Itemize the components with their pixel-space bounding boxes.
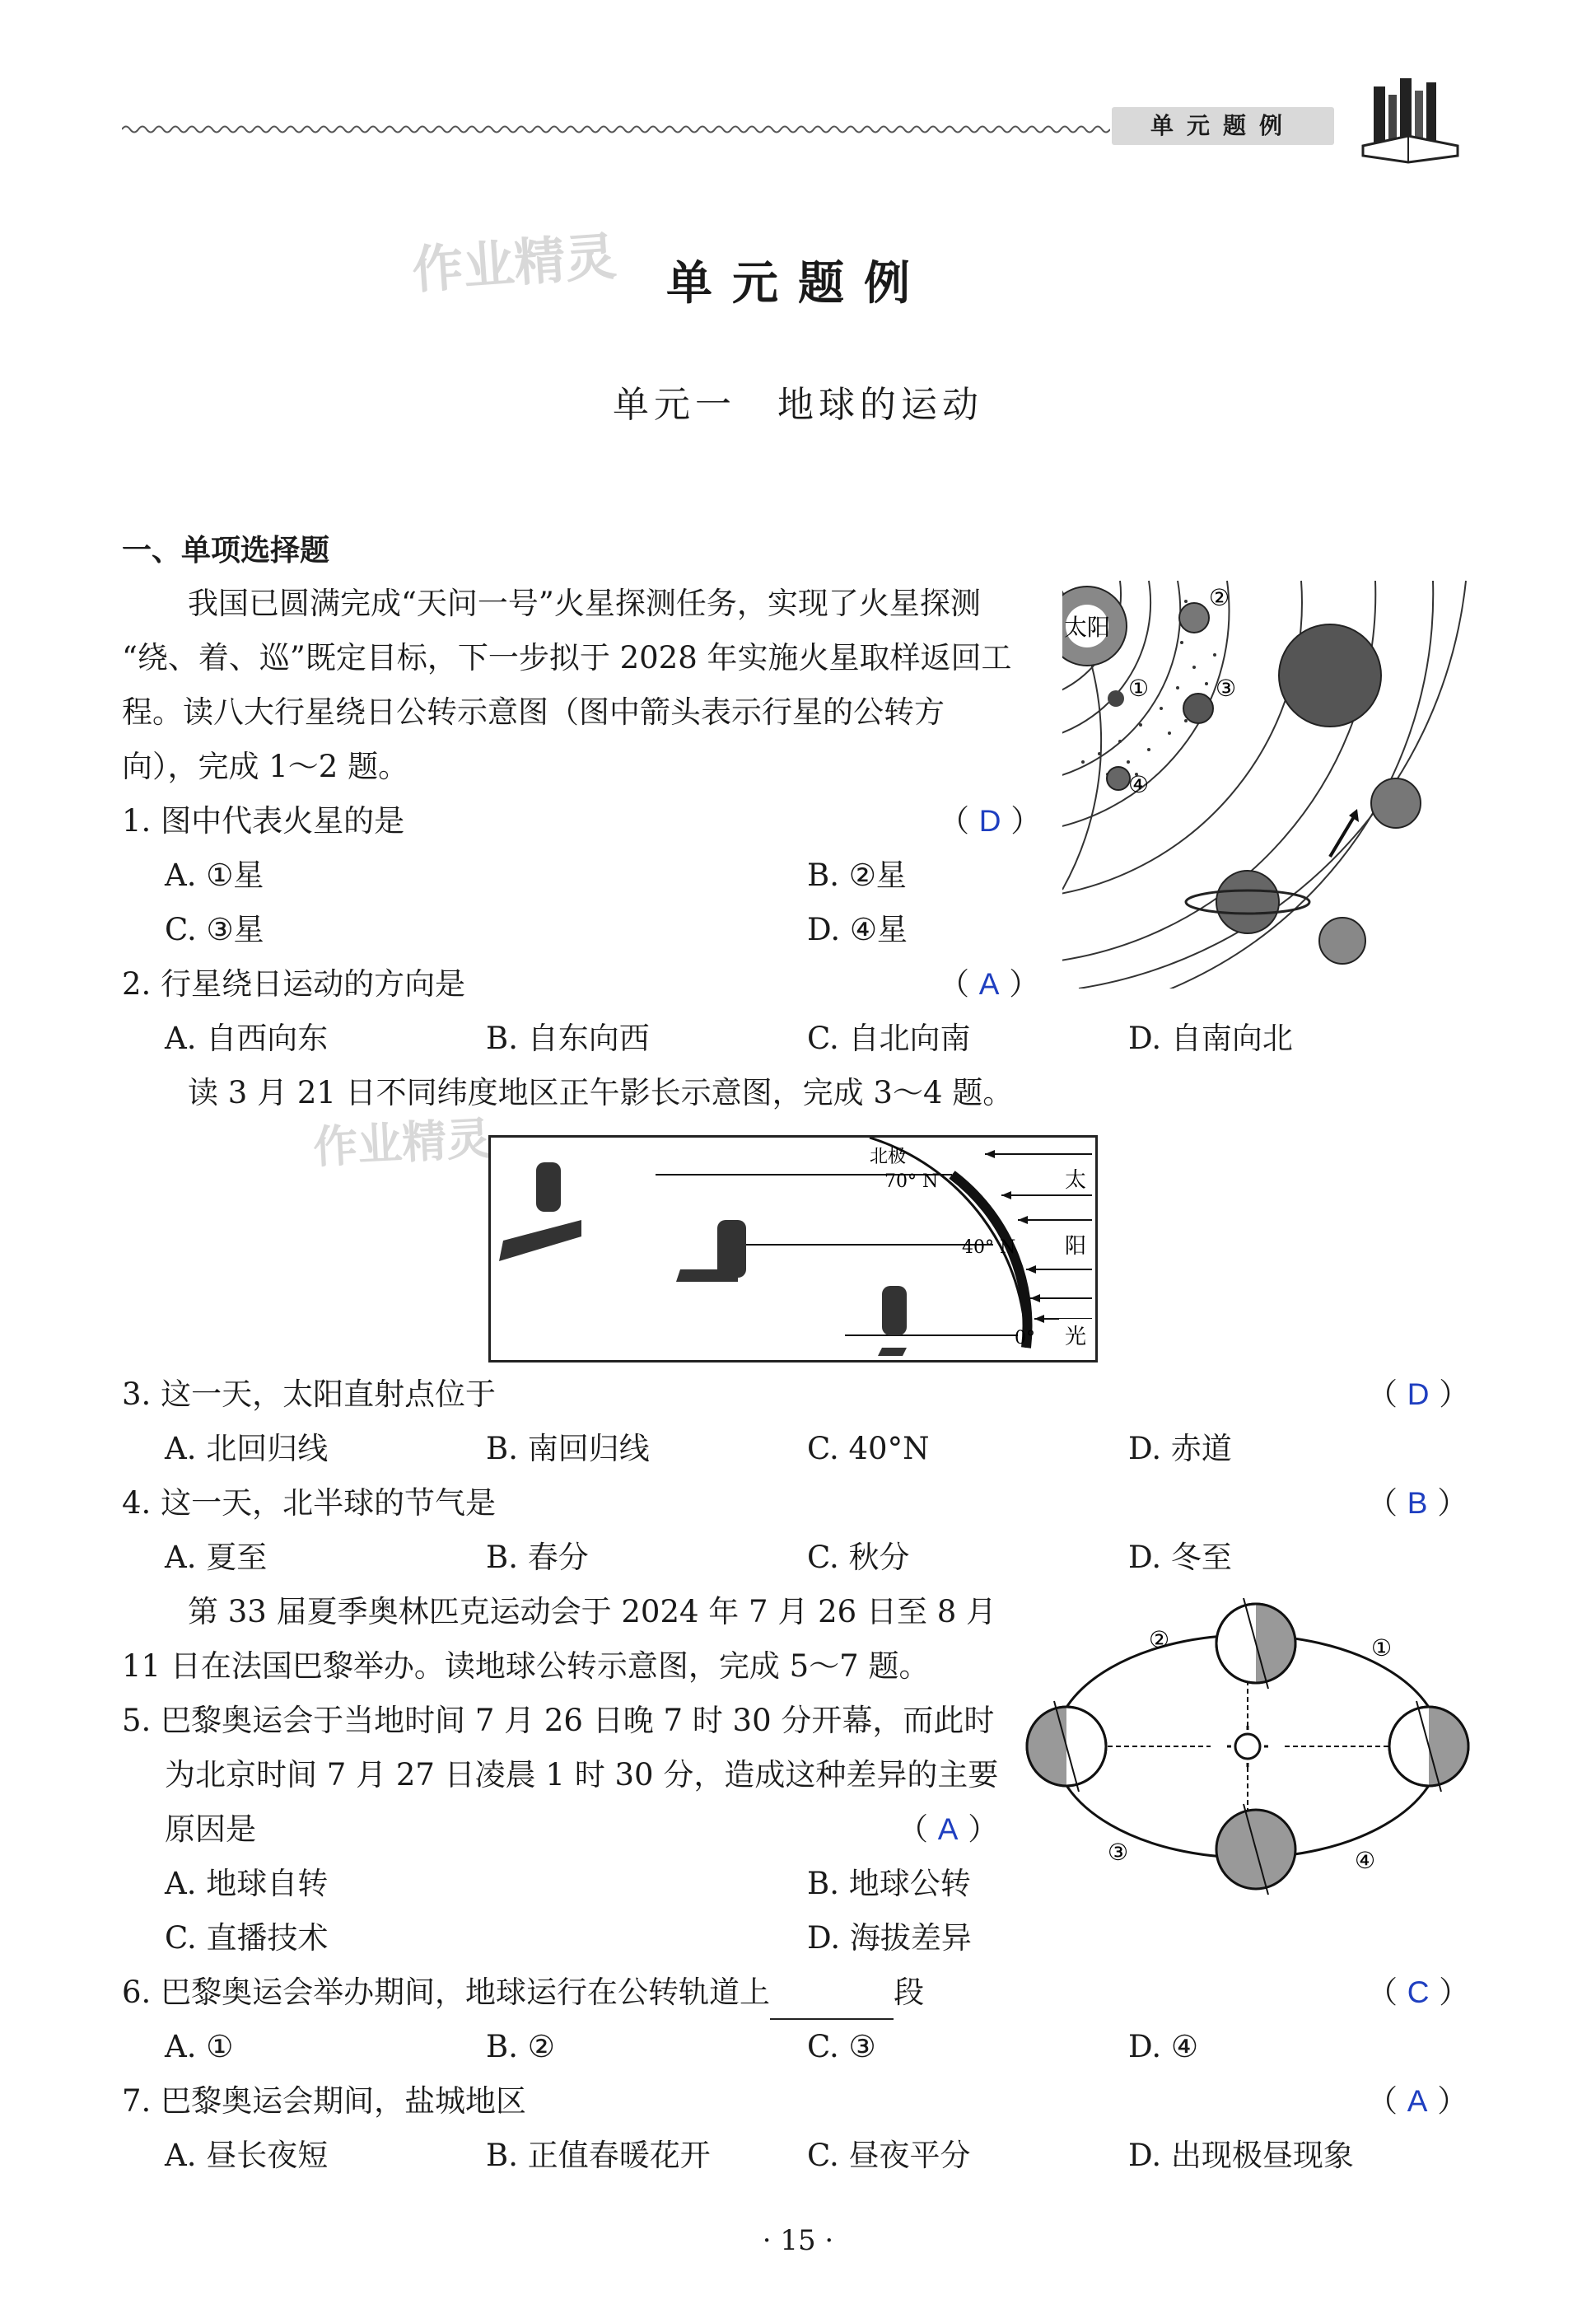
header-wavy-rule: [122, 124, 1110, 135]
q5-option-d[interactable]: D. 海拔差异: [807, 1920, 972, 1956]
section-heading: 一、单项选择题: [122, 534, 330, 568]
intro3-line1: 第 33 届夏季奥林匹克运动会于 2024 年 7 月 26 日至 8 月: [188, 1594, 997, 1629]
page-number: · 15 ·: [762, 2224, 834, 2257]
intro1-line1: 我国已圆满完成“天问一号”火星探测任务，实现了火星探测: [188, 586, 981, 621]
q6-stem: [122, 1965, 924, 2020]
q5-option-c[interactable]: C. 直播技术: [165, 1920, 329, 1956]
q7-answer-bracket: （ A ）: [1367, 2083, 1468, 2119]
intro1-line3: 程。读八大行星绕日公转示意图（图中箭头表示行星的公转方: [122, 694, 945, 730]
sun-label: 太阳: [1063, 614, 1111, 641]
q1-answer-bracket: （ D ）: [939, 803, 1042, 839]
planet-marker-3: ③: [1216, 675, 1237, 702]
q7-option-c[interactable]: C. 昼夜平分: [807, 2138, 971, 2173]
q6-blank: [770, 1985, 894, 2020]
q1-stem: 1. 图中代表火星的是: [122, 803, 405, 839]
q7-stem: 7. 巴黎奥运会期间，盐城地区: [122, 2083, 527, 2119]
lat0-label: 0°: [1015, 1328, 1035, 1348]
q1-option-c[interactable]: C. ③星: [165, 912, 264, 947]
intro3-line2: 11 日在法国巴黎举办。读地球公转示意图，完成 5～7 题。: [122, 1648, 930, 1684]
sun-char-1: 太: [1064, 1168, 1087, 1193]
q4-option-b[interactable]: B. 春分: [486, 1540, 589, 1575]
q5-option-a[interactable]: A. 地球自转: [165, 1866, 329, 1901]
q3-option-c[interactable]: C. 40°N: [807, 1431, 930, 1466]
q3-answer-bracket: （ D ）: [1367, 1377, 1470, 1412]
q2-option-a[interactable]: A. 自西向东: [165, 1021, 329, 1056]
q1-option-b[interactable]: B. ②星: [807, 858, 907, 893]
q5-answer: A: [937, 1812, 959, 1846]
shadow-length-figure: [488, 1135, 1098, 1362]
q6-answer: C: [1407, 1975, 1430, 2009]
q2-answer-bracket: （ A ）: [939, 966, 1040, 1002]
q7-option-d[interactable]: D. 出现极昼现象: [1128, 2138, 1354, 2173]
q1-option-a[interactable]: A. ①星: [165, 858, 264, 893]
page-title: 单元题例: [666, 256, 930, 311]
q1-answer: D: [978, 804, 1001, 838]
q2-answer: A: [978, 967, 1000, 1001]
watermark: 作业精灵: [410, 226, 618, 301]
q4-answer: B: [1407, 1486, 1428, 1520]
q4-option-a[interactable]: A. 夏至: [165, 1540, 268, 1575]
q5-line3: 原因是: [165, 1811, 256, 1847]
planet-marker-4: ④: [1128, 771, 1150, 798]
q3-stem: 3. 这一天，太阳直射点位于: [122, 1377, 497, 1412]
orbit-marker-4: ④: [1355, 1847, 1376, 1874]
intro1-line2: “绕、着、巡”既定目标，下一步拟于 2028 年实施火星取样返回工: [122, 640, 1012, 675]
q4-option-c[interactable]: C. 秋分: [807, 1540, 910, 1575]
q3-option-a[interactable]: A. 北回归线: [165, 1431, 329, 1466]
q5-option-b[interactable]: B. 地球公转: [807, 1866, 971, 1901]
q5-line1: 5. 巴黎奥运会于当地时间 7 月 26 日晚 7 时 30 分开幕，而此时: [122, 1703, 995, 1738]
q6-option-d[interactable]: D. ④: [1128, 2029, 1199, 2064]
q6-stem-before: 6. 巴黎奥运会举办期间，地球运行在公转轨道上: [122, 1975, 771, 2010]
q3-option-b[interactable]: B. 南回归线: [486, 1431, 650, 1466]
q4-option-d[interactable]: D. 冬至: [1128, 1540, 1232, 1575]
q7-answer: A: [1407, 2084, 1428, 2118]
lat40-label: 40° N: [962, 1237, 1016, 1258]
q6-answer-bracket: （ C ）: [1367, 1975, 1470, 2010]
unit-title: 单元一 地球的运动: [613, 384, 983, 426]
q6-option-b[interactable]: B. ②: [486, 2029, 555, 2064]
watermark: 作业精灵: [311, 1112, 492, 1174]
planet-marker-1: ①: [1128, 675, 1150, 702]
orbit-marker-3: ③: [1108, 1839, 1129, 1866]
orbit-marker-2: ②: [1149, 1626, 1170, 1653]
intro1-line4: 向），完成 1～2 题。: [122, 749, 409, 784]
q3-answer: D: [1407, 1377, 1430, 1411]
q1-option-d[interactable]: D. ④星: [807, 912, 908, 947]
north-pole-label: 北极: [870, 1147, 907, 1167]
planet-orbit-figure: [1062, 577, 1474, 989]
q5-line2: 为北京时间 7 月 27 日凌晨 1 时 30 分，造成这种差异的主要: [165, 1757, 999, 1793]
lat70-label: 70° N: [884, 1171, 939, 1192]
q2-option-b[interactable]: B. 自东向西: [486, 1021, 650, 1056]
q4-answer-bracket: （ B ）: [1367, 1485, 1468, 1521]
earth-orbit-figure: [1025, 1598, 1470, 1911]
sun-char-2: 阳: [1064, 1234, 1087, 1259]
q7-option-b[interactable]: B. 正值春暖花开: [486, 2138, 711, 2173]
q6-stem-after: 段: [894, 1975, 925, 2010]
q2-option-c[interactable]: C. 自北向南: [807, 1021, 971, 1056]
q6-option-c[interactable]: C. ③: [807, 2029, 876, 2064]
q2-option-d[interactable]: D. 自南向北: [1128, 1021, 1293, 1056]
books-icon: [1359, 70, 1466, 169]
q3-option-d[interactable]: D. 赤道: [1128, 1431, 1232, 1466]
q4-stem: 4. 这一天，北半球的节气是: [122, 1485, 497, 1521]
orbit-marker-1: ①: [1371, 1634, 1393, 1662]
intro2: 读 3 月 21 日不同纬度地区正午影长示意图，完成 3～4 题。: [188, 1075, 1014, 1110]
q7-option-a[interactable]: A. 昼长夜短: [165, 2138, 329, 2173]
q2-stem: 2. 行星绕日运动的方向是: [122, 966, 466, 1002]
q6-option-a[interactable]: A. ①: [165, 2029, 234, 2064]
header-section-tab: 单元题例: [1112, 107, 1334, 145]
planet-marker-2: ②: [1209, 584, 1230, 611]
q5-answer-bracket: （ A ）: [898, 1811, 999, 1847]
sun-char-3: 光: [1064, 1325, 1087, 1349]
